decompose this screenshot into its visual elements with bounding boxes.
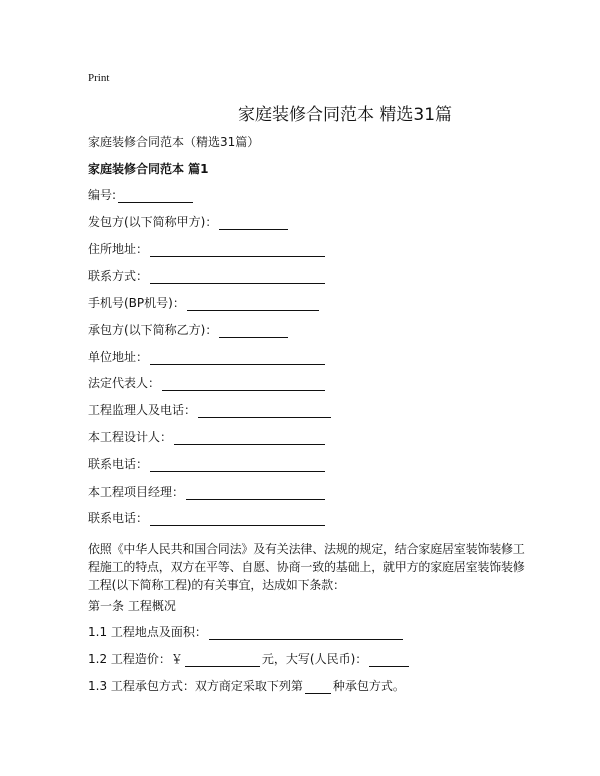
- field-label: 本工程设计人：: [88, 430, 173, 444]
- field-unit-address: [88, 349, 325, 365]
- blank-line: [118, 190, 193, 203]
- field-label: 住所地址：: [88, 242, 149, 256]
- blank-line: [185, 654, 260, 667]
- section-heading: 家庭装修合同范本 篇1: [88, 162, 209, 176]
- blank-line: [162, 378, 325, 391]
- item-label: 1.3 工程承包方式：双方商定采取下列第: [88, 679, 303, 693]
- page-title: 家庭装修合同范本 精选31篇: [237, 105, 453, 125]
- blank-line: [150, 244, 325, 257]
- subtitle: 家庭装修合同范本（精选31篇）: [88, 135, 260, 149]
- blank-line: [150, 271, 325, 284]
- field-label: 联系电话：: [88, 511, 149, 525]
- blank-line: [186, 487, 325, 500]
- blank-line: [150, 352, 325, 365]
- field-phone-2: [88, 510, 325, 526]
- blank-line: [187, 298, 319, 311]
- blank-line: [174, 432, 325, 445]
- blank-line: [369, 654, 409, 667]
- field-number: [88, 187, 193, 203]
- item-1-2: [88, 651, 409, 667]
- field-label: 编号:: [88, 188, 117, 202]
- field-label: 联系电话：: [88, 457, 149, 471]
- intro-paragraph: 依照《中华人民共和国合同法》及有关法律、法规的规定，结合家庭居室装饰装修工程施工的特点，双方在平等、自愿、协商一致的基础上，就甲方的家庭居室装饰装修工程(以下简称工程)的有关事宜，达成如下条款：: [88, 542, 525, 592]
- item-label: 种承包方式。: [332, 679, 405, 693]
- field-label: 承包方(以下简称乙方)：: [88, 323, 218, 337]
- item-1-3: [88, 678, 405, 694]
- field-party-a: [88, 214, 288, 230]
- item-1-1: [88, 624, 403, 640]
- field-label: 法定代表人：: [88, 376, 161, 390]
- blank-line: [219, 325, 288, 338]
- blank-line: [150, 513, 325, 526]
- field-party-b: [88, 322, 288, 338]
- blank-line: [209, 627, 403, 640]
- field-supervisor: [88, 402, 331, 418]
- field-manager: [88, 484, 325, 500]
- field-label: 手机号(BP机号)：: [88, 296, 185, 310]
- field-designer: [88, 429, 325, 445]
- item-label: 1.2 工程造价：￥: [88, 652, 183, 666]
- field-label: 工程监理人及电话：: [88, 403, 197, 417]
- field-label: 发包方(以下简称甲方)：: [88, 215, 218, 229]
- blank-line: [150, 459, 325, 472]
- blank-line: [305, 681, 331, 694]
- field-label: 本工程项目经理：: [88, 485, 185, 499]
- print-link[interactable]: Print: [88, 72, 110, 84]
- item-label: 元，大写(人民币)：: [261, 652, 368, 666]
- blank-line: [219, 217, 288, 230]
- field-label: 联系方式：: [88, 269, 149, 283]
- blank-line: [198, 405, 331, 418]
- field-contact: [88, 268, 325, 284]
- article-heading: 第一条 工程概况: [88, 599, 176, 613]
- field-label: 单位地址：: [88, 350, 149, 364]
- field-mobile: [88, 295, 319, 311]
- field-phone: [88, 456, 325, 472]
- item-label: 1.1 工程地点及面积：: [88, 625, 207, 639]
- field-legal-rep: [88, 375, 325, 391]
- field-address: [88, 241, 325, 257]
